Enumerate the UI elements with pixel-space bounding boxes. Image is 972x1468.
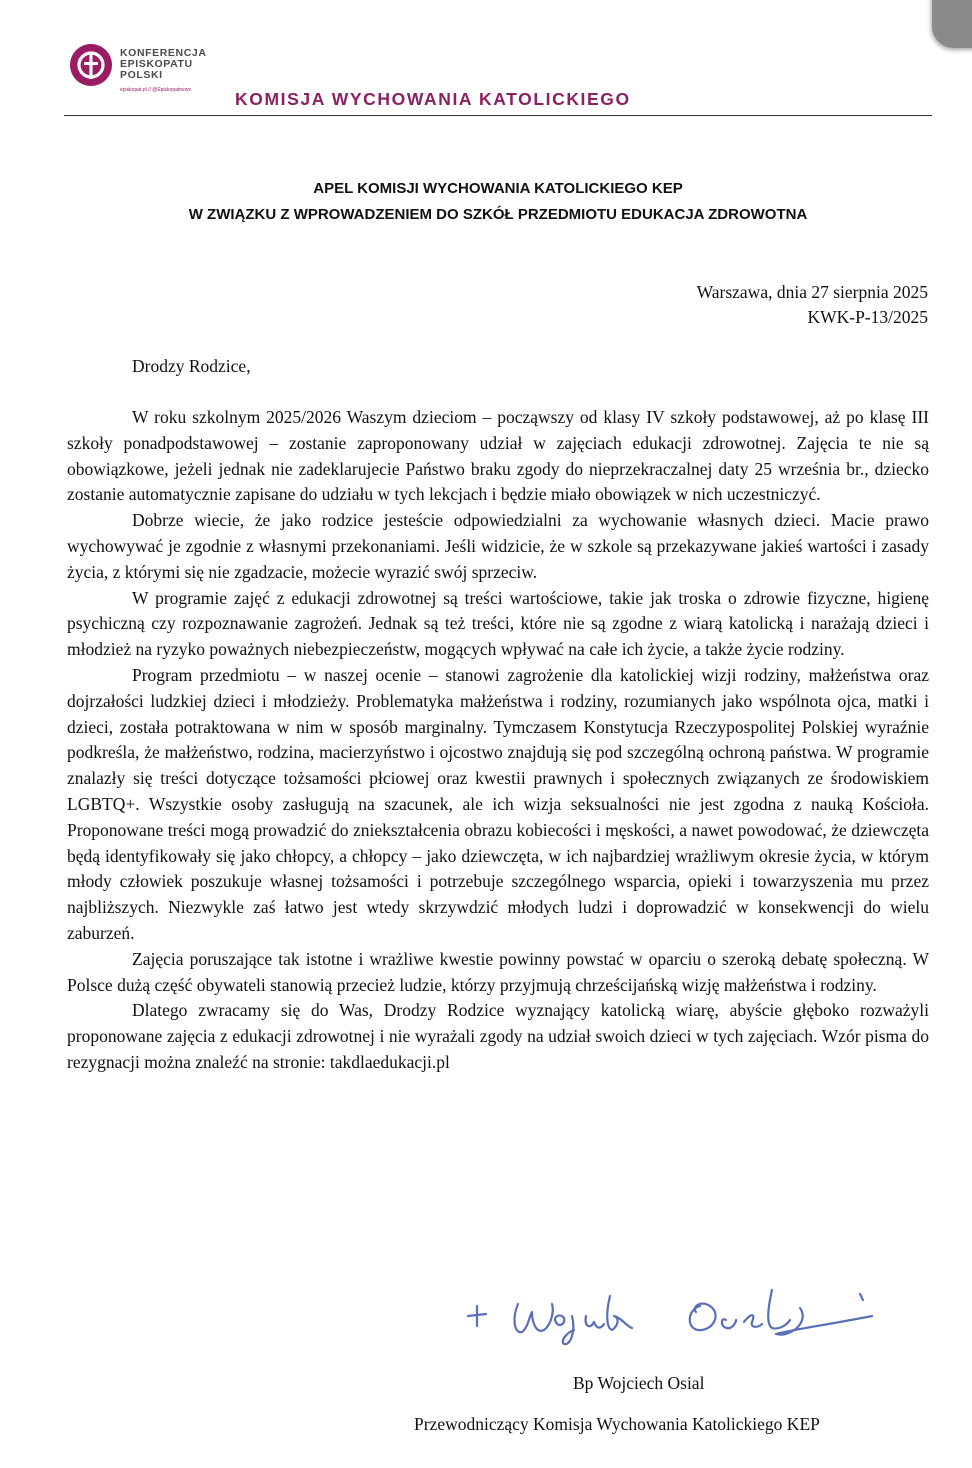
letter-body [67, 405, 929, 1076]
greeting: Drodzy Rodzice, [132, 356, 251, 376]
paragraph-3: W programie zajęć z edukacji zdrowotnej są treści wartościowe, takie jak troska o zdrowie fizyczne, higienę psychiczną czy rozpoznawanie zagrożeń. Jednak są też treści, które nie są zgodne z wiarą katolicką i narażają dzieci i młodzież na ryzyko poważnych niebezpieczeństw, mogących wpływać na całe ich życie, a także życie rodziny. [67, 587, 929, 660]
commission-heading: KOMISJA WYCHOWANIA KATOLICKIEGO [235, 89, 631, 109]
window-corner-overlay [932, 0, 972, 48]
paragraph-1: W roku szkolnym 2025/2026 Waszym dzieciom – począwszy od klasy IV szkoły podstawowej, aż po klasę III szkoły ponadpodstawowej – zostanie zaproponowany udział w zajęciach edukacji zdrowotnej. Zajęcia te nie są obowiązkowe, jeżeli jednak nie zadeklarujecie Państwo braku zgody do nieprzekraczalnej daty 25 września br., dziecko zostanie automatycznie zapisane do udziału w tych lekcjach i będzie miało obowiązek w nich uczestniczyć. [67, 407, 929, 505]
signer-role: Przewodniczący Komisja Wychowania Katolickiego KEP [414, 1414, 820, 1434]
signer-name: Bp Wojciech Osial [573, 1373, 705, 1393]
logo-line-1: KONFERENCJA [120, 47, 207, 59]
paragraph-4: Program przedmiotu – w naszej ocenie – stanowi zagrożenie dla katolickiej wizji rodziny, małżeństwa oraz dojrzałości ludzkiej dzieci i młodzieży. Problematyka małżeństwa i rodziny, rozumianych jako wspólnota ojca, matki i dzieci, została potraktowana w nim w sposób marginalny. Tymczasem Konstytucja Rzeczypospolitej Polskiej wyraźnie podkreśla, że małżeństwo, rodzina, macierzyństwo i ojcostwo znajdują się pod szczególną ochroną państwa. W programie znalazły się treści dotyczące tożsamości płciowej oraz kwestii prawnych i społecznych związanych ze środowiskiem LGBTQ+. Wszystkie osoby zasługują na szacunek, ale ich wizja seksualności nie jest zgodna z nauką Kościoła. Proponowane treści mogą prowadzić do zniekształcenia obrazu kobiecości i męskości, a nawet powodować, że dziewczęta będą identyfikowały się jako chłopcy, a chłopcy – jako dziewczęta, w ich najbardziej wrażliwym okresie życia, w którym młody człowiek poszukuje własnej tożsamości i potrzebuje szczególnego wsparcia, opieki i towarzyszenia mu przez najbliższych. Niezwykle zaś łatwo jest wtedy skrzywdzić młodych ludzi i doprowadzić w konsekwencji do wielu zaburzeń. [67, 664, 929, 943]
kep-emblem-icon [70, 44, 112, 86]
logo-tagline: episkopat.pl // @Episkopatnews [120, 87, 191, 93]
title-line-1: APEL KOMISJI WYCHOWANIA KATOLICKIEGO KEP [313, 180, 683, 197]
paragraph-2: Dobrze wiecie, że jako rodzice jesteście odpowiedzialni za wychowanie własnych dzieci. Macie prawo wychowywać je zgodnie z własnymi przekonaniami. Jeśli widzicie, że w szkole są przekazywane jakieś wartości i zasady życia, z którymi się nie zgadzacie, możecie wyrazić swój sprzeciw. [67, 510, 929, 582]
document-reference: KWK-P-13/2025 [807, 307, 928, 327]
date-reference-block [697, 280, 928, 330]
header-divider [64, 115, 932, 116]
paragraph-5: Zajęcia poruszające tak istotne i wrażliwe kwestie powinny powstać w oparciu o szeroką debatę społeczną. W Polsce dużą część obywateli stanowią przecież ludzie, którzy przyjmują chrześcijańską wizję małżeństwa i rodziny. [67, 948, 929, 995]
title-line-2: W ZWIĄZKU Z WPROWADZENIEM DO SZKÓŁ PRZEDMIOTU EDUKACJA ZDROWOTNA [188, 206, 808, 223]
handwritten-signature [460, 1282, 890, 1352]
paragraph-6: Dlatego zwracamy się do Was, Drodzy Rodzice wyznający katolicką wiarę, abyście głęboko rozważyli proponowane zajęcia z edukacji zdrowotnej i nie wyrażali zgody na udział swoich dzieci w tych zajęciach. Wzór pisma do rezygnacji można znaleźć na stronie: takdlaedukacji.pl [67, 1000, 929, 1072]
logo-line-3: POLSKI [120, 69, 163, 81]
document-title [64, 176, 932, 228]
logo-line-2: EPISKOPATU [120, 58, 193, 70]
document-date: Warszawa, dnia 27 sierpnia 2025 [696, 282, 928, 302]
logo-wordmark [120, 48, 240, 81]
